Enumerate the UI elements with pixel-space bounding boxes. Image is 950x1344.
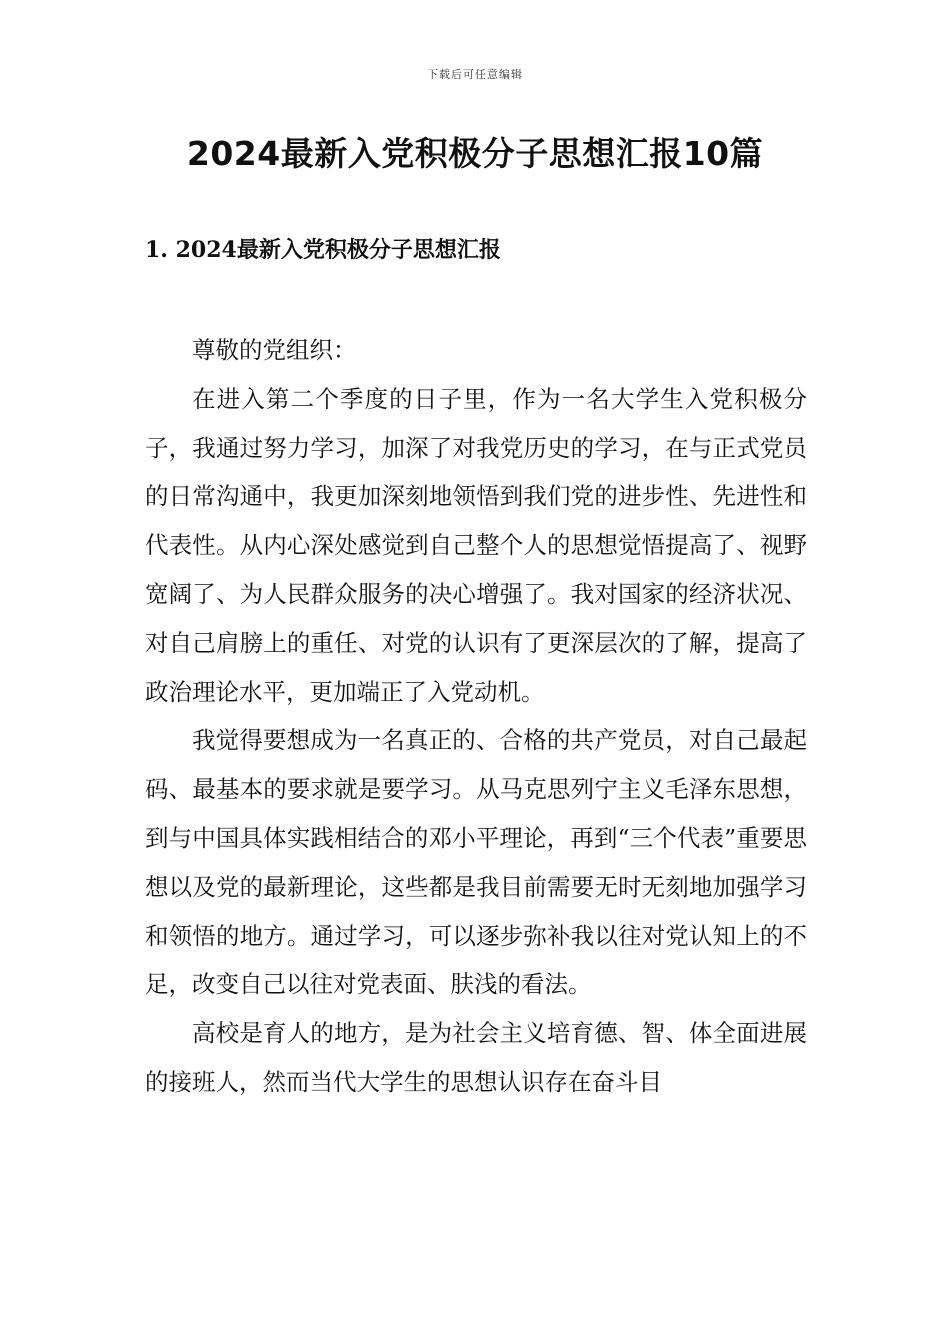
header-note: 下载后可任意编辑: [427, 68, 523, 81]
paragraph-3: 高校是育人的地方，是为社会主义培育德、智、体全面进展的接班人，然而当代大学生的思想认识存在奋斗目: [145, 1019, 807, 1096]
document-title: 2024最新入党积极分子思想汇报10篇: [186, 134, 764, 173]
salutation: 尊敬的党组织：: [192, 336, 357, 364]
section-heading: 1. 2024最新入党积极分子思想汇报: [145, 237, 501, 263]
paragraph-1: 在进入第二个季度的日子里，作为一名大学生入党积极分子，我通过努力学习，加深了对我党历史的学习，在与正式党员的日常沟通中，我更加深刻地领悟到我们党的进步性、先进性和代表性。从内心深处感觉到自己整个人的思想觉悟提高了、视野宽阔了、为人民群众服务的决心增强了。我对国家的经济状况、对自己肩膀上的重任、对党的认识有了更深层次的了解，提高了政治理论水平，更加端正了入党动机。: [145, 384, 807, 706]
letter-body: [145, 326, 807, 1107]
paragraph-2: 我觉得要想成为一名真正的、合格的共产党员，对自己最起码、最基本的要求就是要学习。从马克思列宁主义毛泽东思想，到与中国具体实践相结合的邓小平理论，再到“三个代表”重要思想以及党的最新理论，这些都是我目前需要无时无刻地加强学习和领悟的地方。通过学习，可以逐步弥补我以往对党认知上的不足，改变自己以往对党表面、肤浅的看法。: [145, 726, 807, 999]
